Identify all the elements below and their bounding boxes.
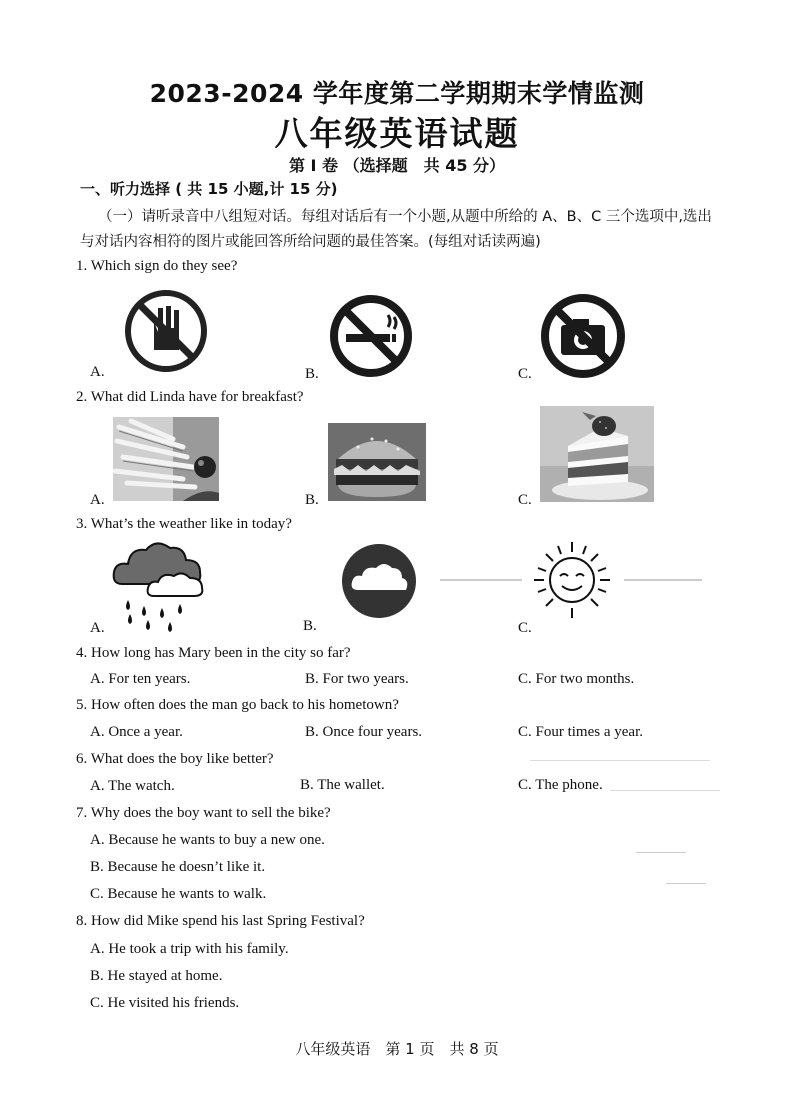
scan-artifact-line bbox=[636, 852, 686, 853]
q8-option-b[interactable]: B. He stayed at home. bbox=[90, 968, 223, 984]
section-instruction bbox=[80, 205, 720, 255]
cloudy-icon[interactable] bbox=[340, 542, 418, 620]
q5-option-b[interactable]: B. Once four years. bbox=[305, 724, 423, 740]
rainy-cloud-icon[interactable] bbox=[110, 538, 210, 632]
exam-year-title: 2023-2024 学年度第二学期期末学情监测 bbox=[149, 79, 645, 108]
scan-artifact-line bbox=[530, 760, 710, 761]
french-fries-photo[interactable] bbox=[113, 417, 219, 501]
q7-option-b[interactable]: B. Because he doesn’t like it. bbox=[90, 859, 266, 875]
q2-option-b-label[interactable]: B. bbox=[305, 492, 319, 508]
q4-option-c[interactable]: C. For two months. bbox=[518, 671, 635, 687]
no-photography-sign-icon[interactable] bbox=[539, 292, 627, 380]
q1-option-c-label[interactable]: C. bbox=[518, 366, 532, 382]
q2-option-c-label[interactable]: C. bbox=[518, 492, 532, 508]
q8-option-a[interactable]: A. He took a trip with his family. bbox=[90, 941, 289, 957]
scan-artifact-line bbox=[666, 883, 706, 884]
question-4-stem: 4. How long has Mary been in the city so far? bbox=[76, 645, 351, 661]
q5-option-c[interactable]: C. Four times a year. bbox=[518, 724, 643, 740]
q4-option-b[interactable]: B. For two years. bbox=[305, 671, 409, 687]
hamburger-photo[interactable] bbox=[328, 423, 426, 501]
sunny-icon[interactable] bbox=[440, 540, 710, 620]
paper-part-subtitle: 第 Ⅰ 卷 （选择题 共 45 分） bbox=[288, 156, 506, 175]
question-3-stem: 3. What’s the weather like in today? bbox=[76, 516, 292, 532]
q3-option-a-label[interactable]: A. bbox=[90, 620, 105, 636]
cake-photo[interactable] bbox=[540, 406, 654, 502]
instruction-text: （一）请听录音中八组短对话。每组对话后有一个小题,从题中所给的 A、B、C 三个选项中,选出与对话内容相符的图片或能回答所给问题的最佳答案。(每组对话读两遍) bbox=[80, 209, 712, 250]
question-8-stem: 8. How did Mike spend his last Spring Festival? bbox=[76, 913, 365, 929]
q7-option-c[interactable]: C. Because he wants to walk. bbox=[90, 886, 267, 902]
q3-option-c-label[interactable]: C. bbox=[518, 620, 532, 636]
q6-option-a[interactable]: A. The watch. bbox=[90, 778, 175, 794]
q8-option-c[interactable]: C. He visited his friends. bbox=[90, 995, 240, 1011]
q3-option-b-label[interactable]: B. bbox=[303, 618, 317, 634]
page-footer: 八年级英语 第 1 页 共 8 页 bbox=[295, 1040, 499, 1058]
question-6-stem: 6. What does the boy like better? bbox=[76, 751, 274, 767]
q6-option-b[interactable]: B. The wallet. bbox=[300, 777, 385, 793]
question-2-stem: 2. What did Linda have for breakfast? bbox=[76, 389, 304, 405]
q1-option-b-label[interactable]: B. bbox=[305, 366, 319, 382]
exam-main-title: 八年级英语试题 bbox=[274, 114, 520, 153]
section-heading: 一、听力选择 ( 共 15 小题,计 15 分) bbox=[80, 180, 338, 198]
no-smoking-sign-icon[interactable] bbox=[328, 293, 414, 379]
q7-option-a[interactable]: A. Because he wants to buy a new one. bbox=[90, 832, 325, 848]
question-5-stem: 5. How often does the man go back to his hometown? bbox=[76, 697, 399, 713]
no-touching-sign-icon[interactable] bbox=[123, 288, 209, 374]
q1-option-a-label[interactable]: A. bbox=[90, 364, 105, 380]
q5-option-a[interactable]: A. Once a year. bbox=[90, 724, 183, 740]
q4-option-a[interactable]: A. For ten years. bbox=[90, 671, 191, 687]
question-7-stem: 7. Why does the boy want to sell the bike? bbox=[76, 805, 331, 821]
q2-option-a-label[interactable]: A. bbox=[90, 492, 105, 508]
q6-option-c[interactable]: C. The phone. bbox=[518, 777, 603, 793]
scan-artifact-line bbox=[610, 790, 720, 791]
question-1-stem: 1. Which sign do they see? bbox=[76, 258, 238, 274]
